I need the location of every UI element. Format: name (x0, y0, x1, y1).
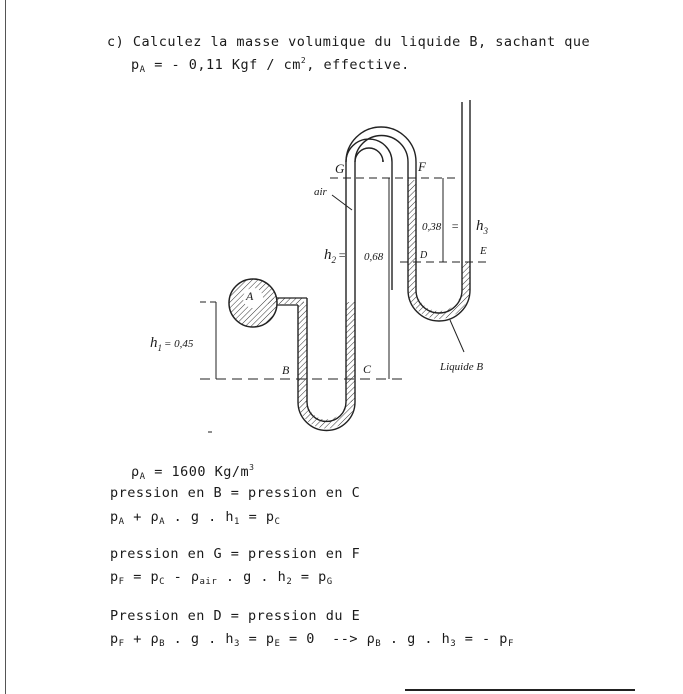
statement-1: pression en B = pression en C (110, 485, 361, 501)
tube-outline-2 (346, 100, 470, 321)
value-h3: 0,38 (422, 221, 442, 233)
label-d: D (420, 250, 428, 261)
statement-2: pression en G = pression en F (110, 546, 361, 562)
label-h3-eq: = (451, 219, 460, 233)
equation-2: $p_F = p_C - \rho_{air}$ . g . $h_2 = p_G$ (110, 569, 333, 587)
value-h2: 0,68 (364, 251, 384, 263)
reference-lines (200, 178, 490, 379)
label-h1: $h_1$ $^{= 0,45}$ (150, 335, 194, 353)
label-b: B (282, 363, 290, 377)
question-line-1: c) Calculez la masse volumique du liquide B, sachant que (107, 34, 591, 50)
label-e: E (480, 245, 487, 257)
density-line: $\rho_A = 1600$ $Kg/m^3$ (131, 463, 255, 482)
tube-outline (298, 139, 392, 430)
label-h3: $h_3$ (476, 218, 488, 236)
equation-1: $p_A + \rho_A$ . g . $h_1 = p_C$ (110, 509, 281, 527)
statement-3: Pression en D = pression du E (110, 608, 361, 624)
bottom-rule (405, 689, 635, 691)
label-a: A (246, 289, 254, 303)
label-h2: $h_2$ = (324, 247, 347, 265)
label-g: G (335, 161, 345, 176)
equation-3: $p_F + \rho_B$ . g . $h_3 = p_E = 0$ --> $\rho_B$ . g . $h_3$ = - $p_F$ (110, 631, 514, 649)
label-f: F (418, 159, 426, 174)
label-liquide-b: Liquide B (440, 361, 484, 373)
label-c: C (363, 362, 372, 376)
label-air: air (314, 186, 327, 198)
question-line-2: $p_A$ = - 0,11 Kgf / $cm^2$, effective. (131, 56, 410, 75)
